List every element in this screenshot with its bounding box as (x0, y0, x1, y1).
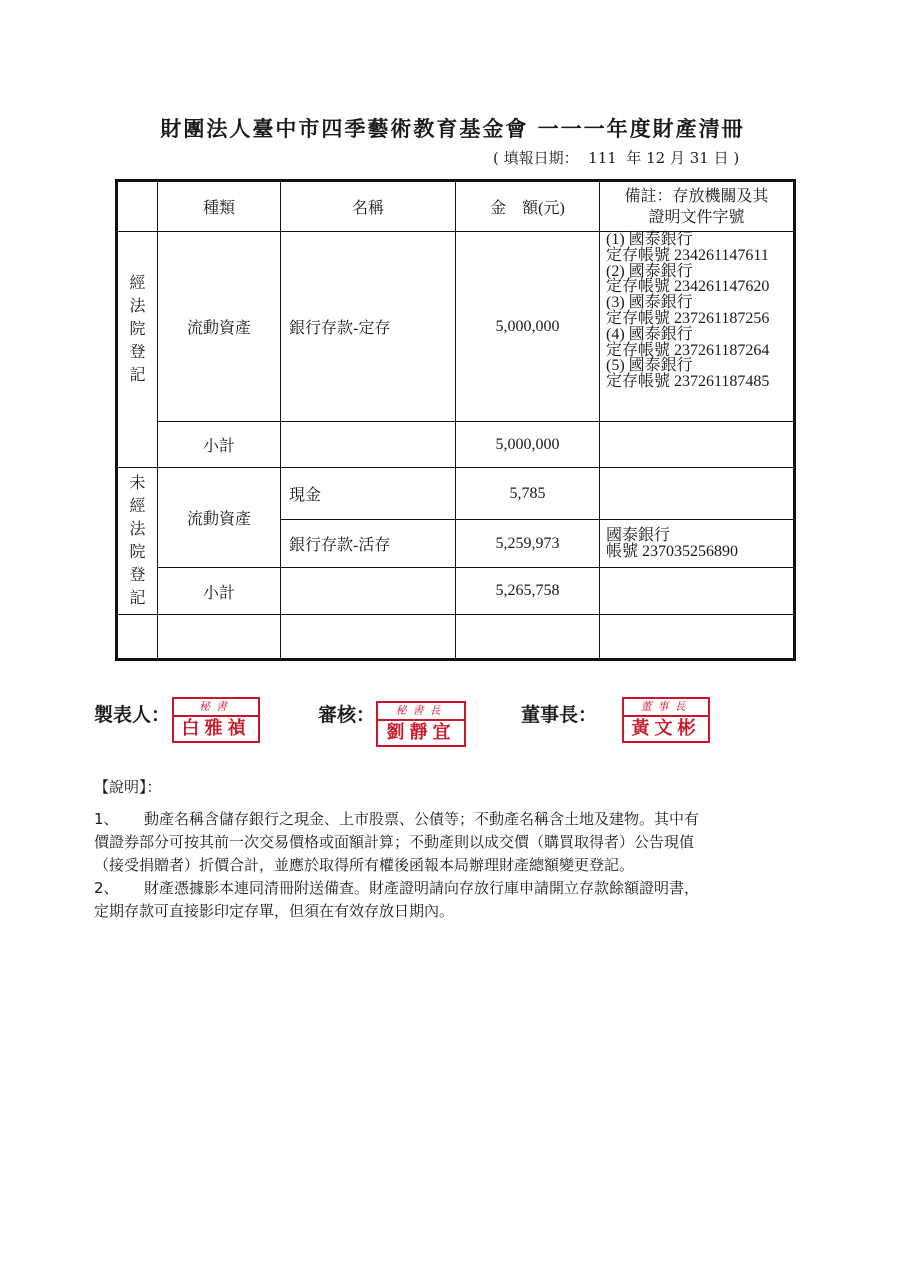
cell-notes (600, 232, 795, 422)
note-line: (2) 國泰銀行 (606, 262, 693, 280)
cell-amount: 5,785 (456, 468, 600, 520)
empty-row (117, 615, 795, 660)
cell-amount: 5,000,000 (456, 232, 600, 422)
header-name: 名稱 (281, 181, 456, 232)
group2-char: 未 (129, 475, 146, 492)
subtotal-notes-blank (600, 422, 795, 468)
empty-cell (456, 615, 600, 660)
stamp-name: 劉靜宜 (386, 722, 456, 743)
subtotal-label: 小計 (158, 422, 281, 468)
item-number: 2、 (94, 879, 119, 897)
cell-type: 流動資產 (158, 468, 281, 568)
item-text: 財產憑據影本連同清冊附送備查。財產證明請向存放行庫申請開立存款餘額證明書， (144, 879, 700, 897)
subtotal-blank (281, 568, 456, 615)
preparer-stamp (172, 697, 260, 743)
property-ledger-table (115, 179, 796, 661)
explanation-line (94, 808, 814, 831)
group2-char: 登 (129, 567, 146, 584)
table-row (117, 232, 795, 422)
explanation-line: 定期存款可直接影印定存單，但須在有效存放日期內。 (94, 902, 455, 920)
group-unregistered-label (117, 468, 158, 615)
group2-char: 記 (129, 590, 146, 607)
item-text: 動產名稱含儲存銀行之現金、上市股票、公債等；不動產名稱含土地及建物。其中有 (144, 810, 700, 828)
cell-notes-blank (600, 468, 795, 520)
header-blank (117, 181, 158, 232)
subtotal-row (117, 422, 795, 468)
note-line: 定存帳號 234261147611 (606, 246, 769, 264)
subtotal-amount: 5,000,000 (456, 422, 600, 468)
cell-type: 流動資產 (158, 232, 281, 422)
header-amount: 金 額(元) (456, 181, 600, 232)
stamp-name: 黃文彬 (631, 718, 701, 739)
group-registered-label (117, 232, 158, 468)
note-line: 定存帳號 237261187256 (606, 309, 770, 327)
subtotal-blank (281, 422, 456, 468)
group1-char: 法 (129, 298, 146, 315)
stamp-title: 董事長 (624, 699, 708, 717)
header-notes-line1: 備註：存放機關及其 (624, 187, 769, 205)
empty-cell (158, 615, 281, 660)
group1-char: 記 (129, 367, 146, 384)
note-line: (5) 國泰銀行 (606, 357, 693, 375)
note-line: 帳號 237035256890 (606, 542, 739, 560)
empty-cell (600, 615, 795, 660)
stamp-name: 白雅禎 (181, 718, 251, 739)
subtotal-label: 小計 (158, 568, 281, 615)
note-line: (3) 國泰銀行 (606, 294, 693, 312)
group1-char: 經 (129, 275, 146, 292)
explanation-item-2 (94, 877, 814, 923)
header-notes-line2: 證明文件字號 (648, 208, 745, 226)
explanation-line: （接受捐贈者）折價合計，並應於取得所有權後函報本局辦理財產總額變更登記。 (94, 856, 635, 874)
group2-char: 經 (129, 498, 146, 515)
item-number: 1、 (94, 810, 119, 828)
explanation-line (94, 877, 814, 900)
header-type: 種類 (158, 181, 281, 232)
table-header-row (117, 181, 795, 232)
cell-name: 銀行存款-活存 (281, 520, 456, 568)
chairman-stamp (622, 697, 710, 743)
empty-cell (281, 615, 456, 660)
table-row (117, 468, 795, 520)
group2-char: 院 (129, 544, 146, 561)
header-notes (600, 181, 795, 232)
explanation-item-1 (94, 808, 814, 877)
note-line: 定存帳號 237261187264 (606, 341, 770, 359)
subtotal-row (117, 568, 795, 615)
group2-char: 法 (129, 521, 146, 538)
note-line: 國泰銀行 (606, 526, 671, 544)
subtotal-amount: 5,265,758 (456, 568, 600, 615)
group1-char: 登 (129, 344, 146, 361)
note-line: 定存帳號 234261147620 (606, 278, 770, 296)
stamp-title: 秘書長 (378, 703, 464, 721)
document-title: 財團法人臺中市四季藝術教育基金會 一一一年度財產清冊 (160, 116, 745, 141)
stamp-title: 秘書 (174, 699, 258, 717)
explanation-heading: 【說明】： (94, 778, 162, 796)
cell-name: 銀行存款-定存 (281, 232, 456, 422)
explanation-line: 價證券部分可按其前一次交易價格或面額計算；不動產則以成交價（購買取得者）公告現值 (94, 833, 695, 851)
chairman-label: 董事長： (521, 704, 598, 726)
cell-name: 現金 (281, 468, 456, 520)
empty-cell (117, 615, 158, 660)
subtotal-notes-blank (600, 568, 795, 615)
note-line: 定存帳號 237261187485 (606, 373, 770, 391)
note-line: (1) 國泰銀行 (606, 231, 693, 248)
note-line: (4) 國泰銀行 (606, 325, 693, 343)
group1-char: 院 (129, 321, 146, 338)
reviewer-stamp (376, 701, 466, 747)
cell-amount: 5,259,973 (456, 520, 600, 568)
reviewer-label: 審核： (318, 704, 376, 726)
fill-date: ( 填報日期： 111 年 12 月 31 日 ) (493, 149, 740, 167)
preparer-label: 製表人： (94, 704, 171, 726)
cell-notes (600, 520, 795, 568)
